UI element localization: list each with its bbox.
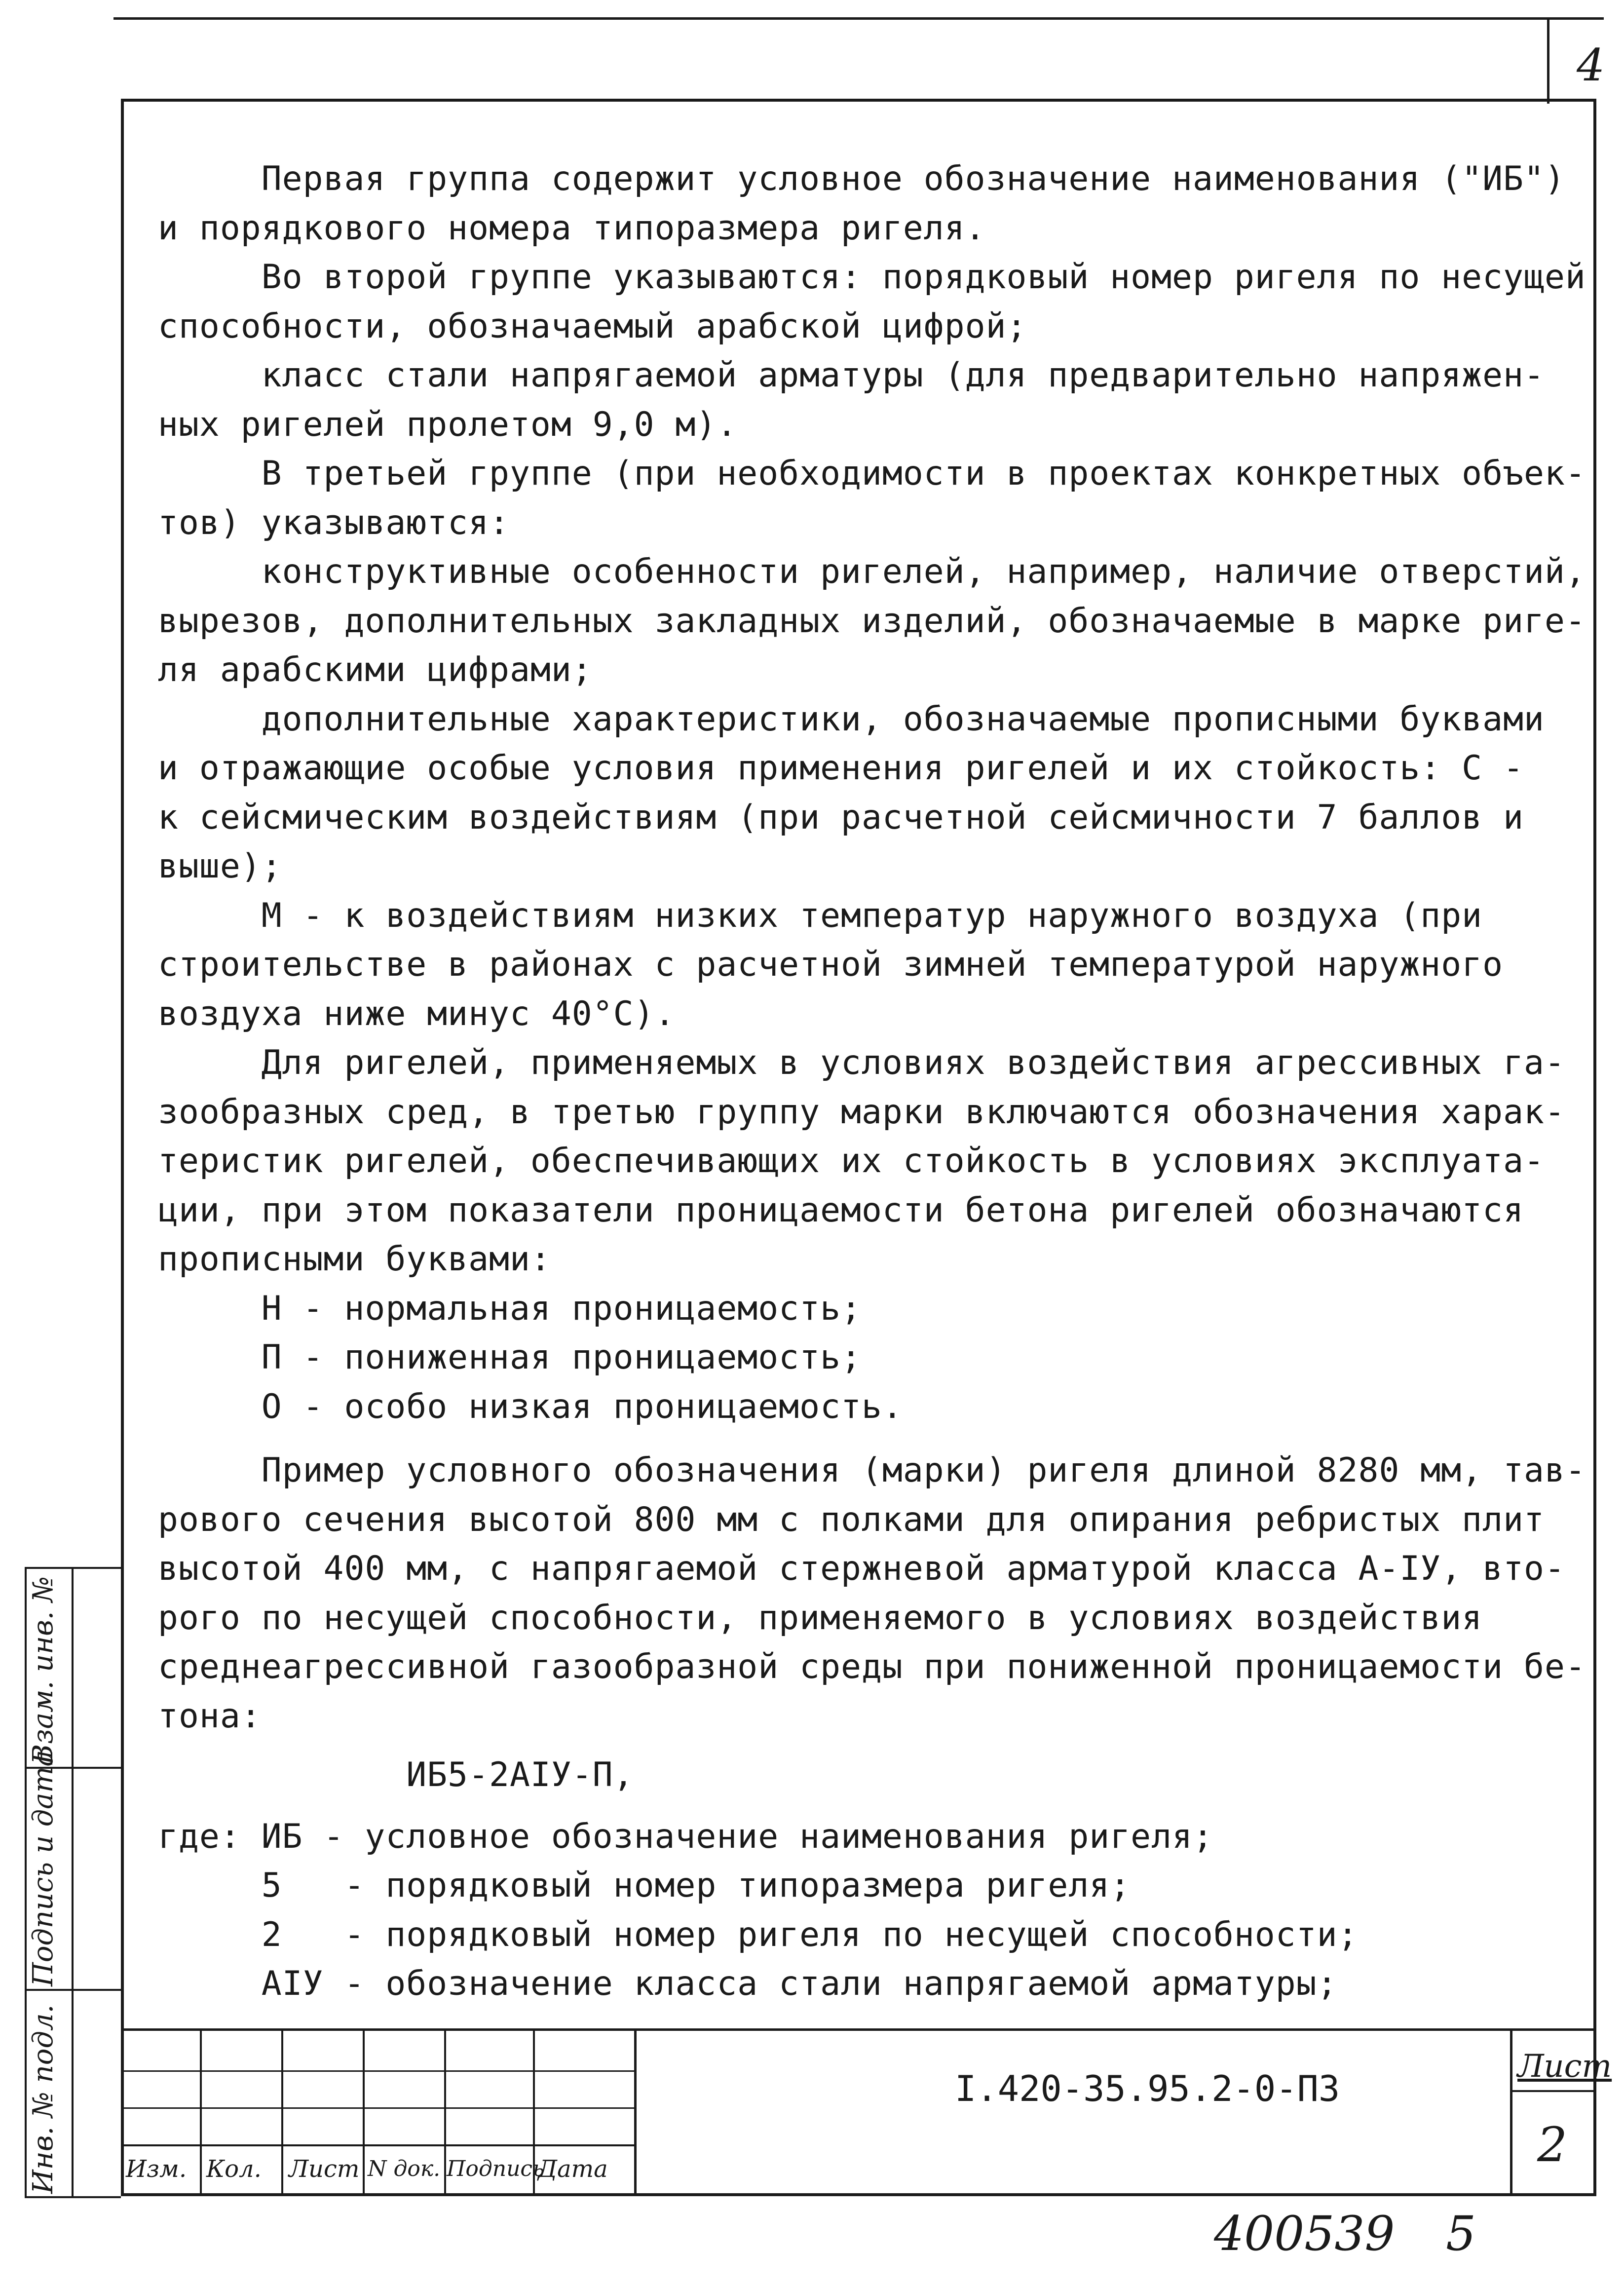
body-line: В третьей группе (при необходимости в проектах конкретных объек- <box>158 454 1586 493</box>
body-line: прописными буквами: <box>158 1240 551 1279</box>
side-label-inv: Инв. № подл. <box>27 2004 59 2194</box>
stamp-col-4 <box>444 2028 446 2196</box>
body-line: класс стали напрягаемой арматуры (для предварительно напряжен- <box>158 356 1545 395</box>
stamp-sheet-row <box>1510 2090 1596 2092</box>
stamp-col-1 <box>200 2028 202 2196</box>
body-line: ции, при этом показатели проницаемости бетона ригелей обозначаются <box>158 1191 1524 1230</box>
body-line: Пример условного обозначения (марки) ригеля длиной 8280 мм, тав- <box>158 1451 1586 1490</box>
top-rule <box>113 17 1604 20</box>
body-line: воздуха ниже минус 40°С). <box>158 994 676 1033</box>
sheet-label: Лист <box>1517 2048 1612 2085</box>
body-line: выше); <box>158 847 282 886</box>
body-line: среднеагрессивной газообразной среды при пониженной проницаемости бе- <box>158 1647 1586 1686</box>
corner-divider <box>1547 20 1549 104</box>
side-label-replace: Взам. инв. № <box>27 1576 59 1764</box>
body-line: к сейсмическим воздействиям (при расчетной сейсмичности 7 баллов и <box>158 798 1524 837</box>
body-line: ля арабскими цифрами; <box>158 650 593 689</box>
body-line: зообразных сред, в третью группу марки включаются обозначения харак- <box>158 1093 1565 1132</box>
stamp-col-6 <box>634 2028 637 2196</box>
page-number-corner: 4 <box>1577 39 1605 91</box>
stamp-row-2 <box>121 2107 634 2109</box>
body-line: Н - нормальная проницаемость; <box>158 1289 862 1328</box>
body-line: строительстве в районах с расчетной зимней температурой наружного <box>158 945 1504 984</box>
stamp-label-data: Дата <box>538 2155 608 2183</box>
body-line: рового сечения высотой 800 мм с полками для опирания ребристых плит <box>158 1500 1545 1539</box>
sheet-number: 2 <box>1537 2117 1568 2172</box>
body-line: рого по несущей способности, применяемого в условиях воздействия <box>158 1599 1483 1638</box>
margin-divider-4 <box>25 2196 121 2198</box>
body-line: М - к воздействиям низких температур наружного воздуха (при <box>158 896 1483 935</box>
margin-column-left <box>25 1567 27 2196</box>
body-line: теристик ригелей, обеспечивающих их стойкость в условиях эксплуата- <box>158 1142 1545 1181</box>
body-line: высотой 400 мм, с напрягаемой стержневой арматурой класса А-IУ, вто- <box>158 1549 1565 1588</box>
body-line: тона: <box>158 1697 262 1736</box>
body-line: О - особо низкая проницаемость. <box>158 1387 903 1426</box>
stamp-row-1 <box>121 2070 634 2072</box>
stamp-label-izm: Изм. <box>126 2155 187 2183</box>
archive-number: 5 <box>1446 2206 1476 2261</box>
stamp-label-kol: Кол. <box>206 2155 262 2183</box>
side-label-signature: Подпись и дата <box>27 1750 59 1986</box>
archive-code: 400539 <box>1214 2206 1395 2261</box>
body-line: тов) указываются: <box>158 503 510 542</box>
body-line: где: ИБ - условное обозначение наименования ригеля; <box>158 1817 1213 1856</box>
body-line: ных ригелей пролетом 9,0 м). <box>158 405 738 444</box>
body-line: дополнительные характеристики, обозначаемые прописными буквами <box>158 700 1545 739</box>
stamp-col-2 <box>281 2028 283 2196</box>
stamp-label-podpis: Подпись <box>447 2156 545 2181</box>
margin-column-mid <box>72 1567 74 2196</box>
stamp-row-3 <box>121 2144 634 2146</box>
document-code: I.420-35.95.2-0-ПЗ <box>955 2068 1340 2109</box>
body-line: АIУ - обозначение класса стали напрягаемой арматуры; <box>158 1964 1338 2003</box>
body-line: конструктивные особенности ригелей, например, наличие отверстий, <box>158 552 1586 591</box>
stamp-sheet-col <box>1510 2028 1512 2196</box>
margin-divider-3 <box>25 1989 121 1991</box>
body-line: и порядкового номера типоразмера ригеля. <box>158 209 986 248</box>
margin-divider-1 <box>25 1567 121 1569</box>
body-line: 2 - порядковый номер ригеля по несущей способности; <box>158 1915 1359 1954</box>
stamp-label-list: Лист <box>289 2155 360 2183</box>
body-line: Первая группа содержит условное обозначение наименования ("ИБ") <box>158 159 1565 198</box>
stamp-top-border <box>121 2028 1596 2031</box>
body-line: П - пониженная проницаемость; <box>158 1338 862 1377</box>
stamp-col-3 <box>363 2028 365 2196</box>
body-line: способности, обозначаемый арабской цифрой; <box>158 307 1027 346</box>
body-line: и отражающие особые условия применения ригелей и их стойкость: С - <box>158 749 1524 788</box>
body-line: 5 - порядковый номер типоразмера ригеля; <box>158 1866 1131 1905</box>
body-line: вырезов, дополнительных закладных изделий, обозначаемые в марке риге- <box>158 602 1586 641</box>
body-line: Во второй группе указываются: порядковый номер ригеля по несущей <box>158 258 1586 297</box>
body-line: ИБ5-2АIУ-П, <box>158 1755 634 1794</box>
body-line: Для ригелей, применяемых в условиях воздействия агрессивных га- <box>158 1043 1565 1082</box>
stamp-label-ndok: N док. <box>368 2156 441 2181</box>
